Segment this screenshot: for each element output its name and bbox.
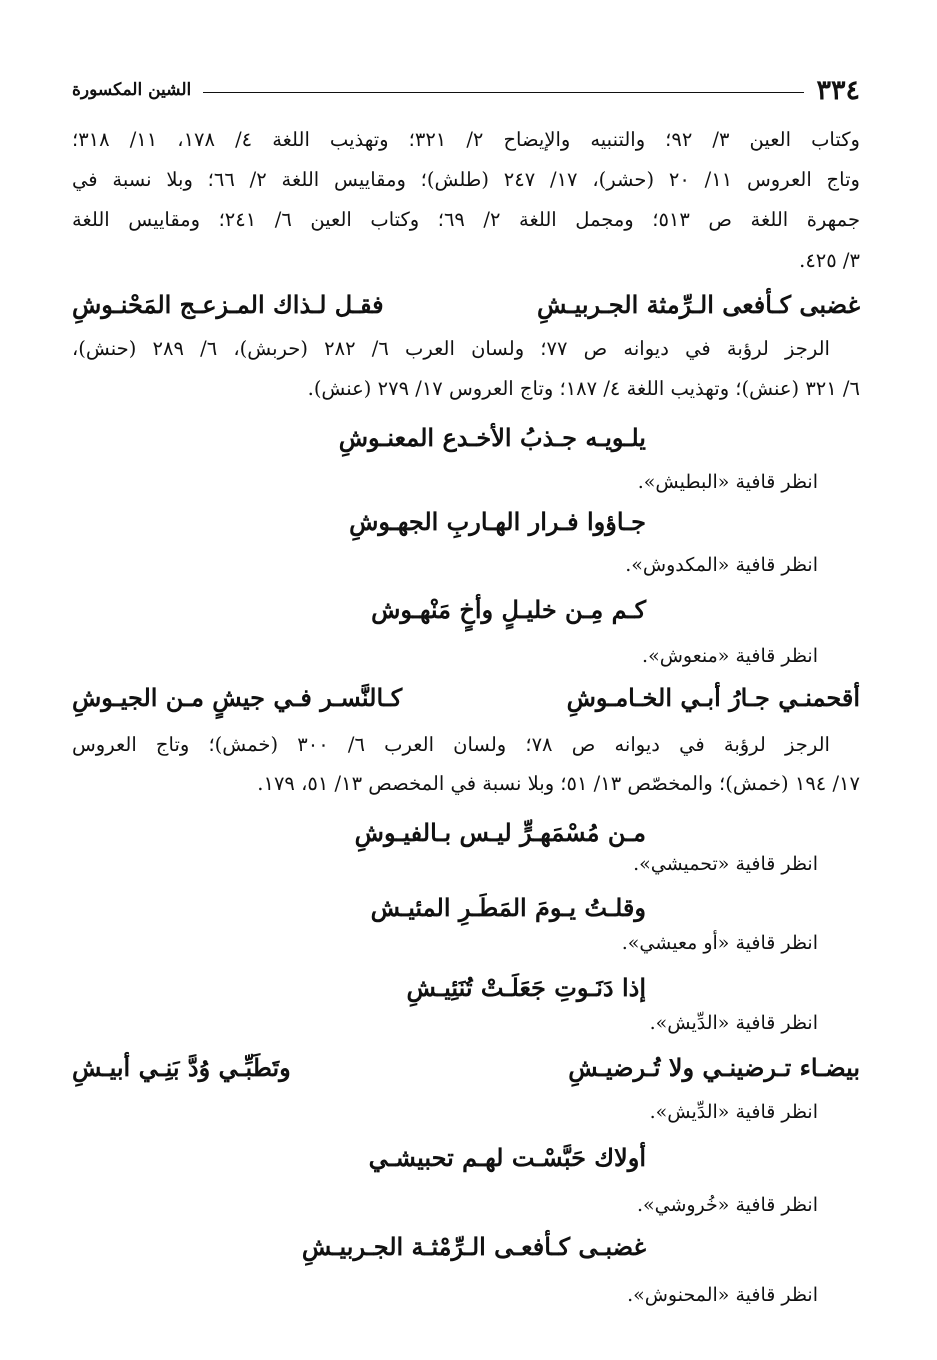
verse-line: كـم مِـن خليـلٍ وأخٍ مَنْهـوش xyxy=(371,595,646,624)
verse-line: وقلـتُ يـومَ المَطَـرِ المئيـش xyxy=(370,893,646,922)
citation-line: ٣/ ٤٢٥. xyxy=(799,249,860,272)
verse-line: غضبـى كـأفعـى الـرِّمْثـة الجـربيـشِ xyxy=(301,1232,646,1261)
citation-line: وتاج العروس ١١/ ٢٠ (حشر)، ١٧/ ٢٤٧ (طلش)؛ ومقاييس اللغة ٢/ ٦٦؛ وبلا نسبة في xyxy=(72,168,860,191)
verse-line: أولاك حَبَّسْـت لهـم تحبيشـي xyxy=(368,1143,646,1172)
section-title: الشين المكسورة xyxy=(72,80,192,100)
citation-line: الرجز لرؤبة في ديوانه ص ٧٧؛ ولسان العرب ٦/ ٢٨٢ (حربش)، ٦/ ٢٨٩ (حنش)، xyxy=(72,337,830,360)
cross-reference: انظر قافية «الدِّيش». xyxy=(649,1012,818,1034)
verse-line: يلـويـه جـذبُ الأخـدع المعنـوشِ xyxy=(338,423,646,452)
cross-reference: انظر قافية «المكدوش». xyxy=(625,554,818,576)
verse-line: مـن مُسْمَهـرٍّ ليـس بـالفيـوشِ xyxy=(354,818,646,847)
verse-couplet xyxy=(72,1053,860,1082)
page-number: ٣٣٤ xyxy=(816,74,860,106)
citation-line: الرجز لرؤبة في ديوانه ص ٧٨؛ ولسان العرب ٦/ ٣٠٠ (خمش)؛ وتاج العروس xyxy=(72,733,830,756)
cross-reference: انظر قافية «خُروشي». xyxy=(636,1194,818,1216)
verse-line: جـاؤوا فـرار الهـاربِ الجهـوشِ xyxy=(349,507,646,536)
verse-first-hemistich: أقحمنـي جـارُ أبـي الخـامـوشِ xyxy=(566,683,860,712)
cross-reference: انظر قافية «البطيش». xyxy=(637,471,818,493)
cross-reference: انظر قافية «تحميشي». xyxy=(633,853,818,875)
citation-line: ٦/ ٣٢١ (عنش)؛ وتهذيب اللغة ٤/ ١٨٧؛ وتاج العروس ١٧/ ٢٧٩ (عنش). xyxy=(307,377,860,400)
cross-reference: انظر قافية «الدِّيش». xyxy=(649,1101,818,1123)
verse-couplet xyxy=(72,290,860,319)
cross-reference: انظر قافية «منعوش». xyxy=(642,645,818,667)
citation-line: وكتاب العين ٣/ ٩٢؛ والتنبيه والإيضاح ٢/ ٣٢١؛ وتهذيب اللغة ٤/ ١٧٨، ١١/ ٣١٨؛ xyxy=(72,128,860,151)
verse-second-hemistich: كـالنَّسـر فـي جيشٍ مـن الجيـوشِ xyxy=(72,683,403,712)
citation-line: ١٧/ ١٩٤ (خمش)؛ والمخصّص ١٣/ ٥١؛ وبلا نسبة في المخصص ١٣/ ٥١، ١٧٩. xyxy=(257,772,860,795)
verse-first-hemistich: بيضـاء تـرضينـي ولا تُـرضيـشِ xyxy=(568,1053,860,1082)
verse-second-hemistich: وتَطَبِّـي وُدَّ بَنِـي أبيـشِ xyxy=(72,1053,291,1082)
verse-couplet xyxy=(72,683,860,712)
cross-reference: انظر قافية «المحنوش». xyxy=(627,1284,818,1306)
verse-line: إذا دَنَـوتِ جَعَلَـتْ تُنَئِيـشِ xyxy=(406,973,646,1002)
verse-first-hemistich: غضبى كـأفعى الـرِّمثة الجـربيـشِ xyxy=(536,290,860,319)
verse-second-hemistich: فقـل لـذاك المـزعـج المَحْنـوشِ xyxy=(72,290,384,319)
header-rule xyxy=(203,92,804,93)
citation-line: جمهرة اللغة ص ٥١٣؛ ومجمل اللغة ٢/ ٦٩؛ وكتاب العين ٦/ ٢٤١؛ ومقاييس اللغة xyxy=(72,208,860,231)
cross-reference: انظر قافية «أو معيشي». xyxy=(621,932,818,954)
running-header xyxy=(72,70,860,110)
